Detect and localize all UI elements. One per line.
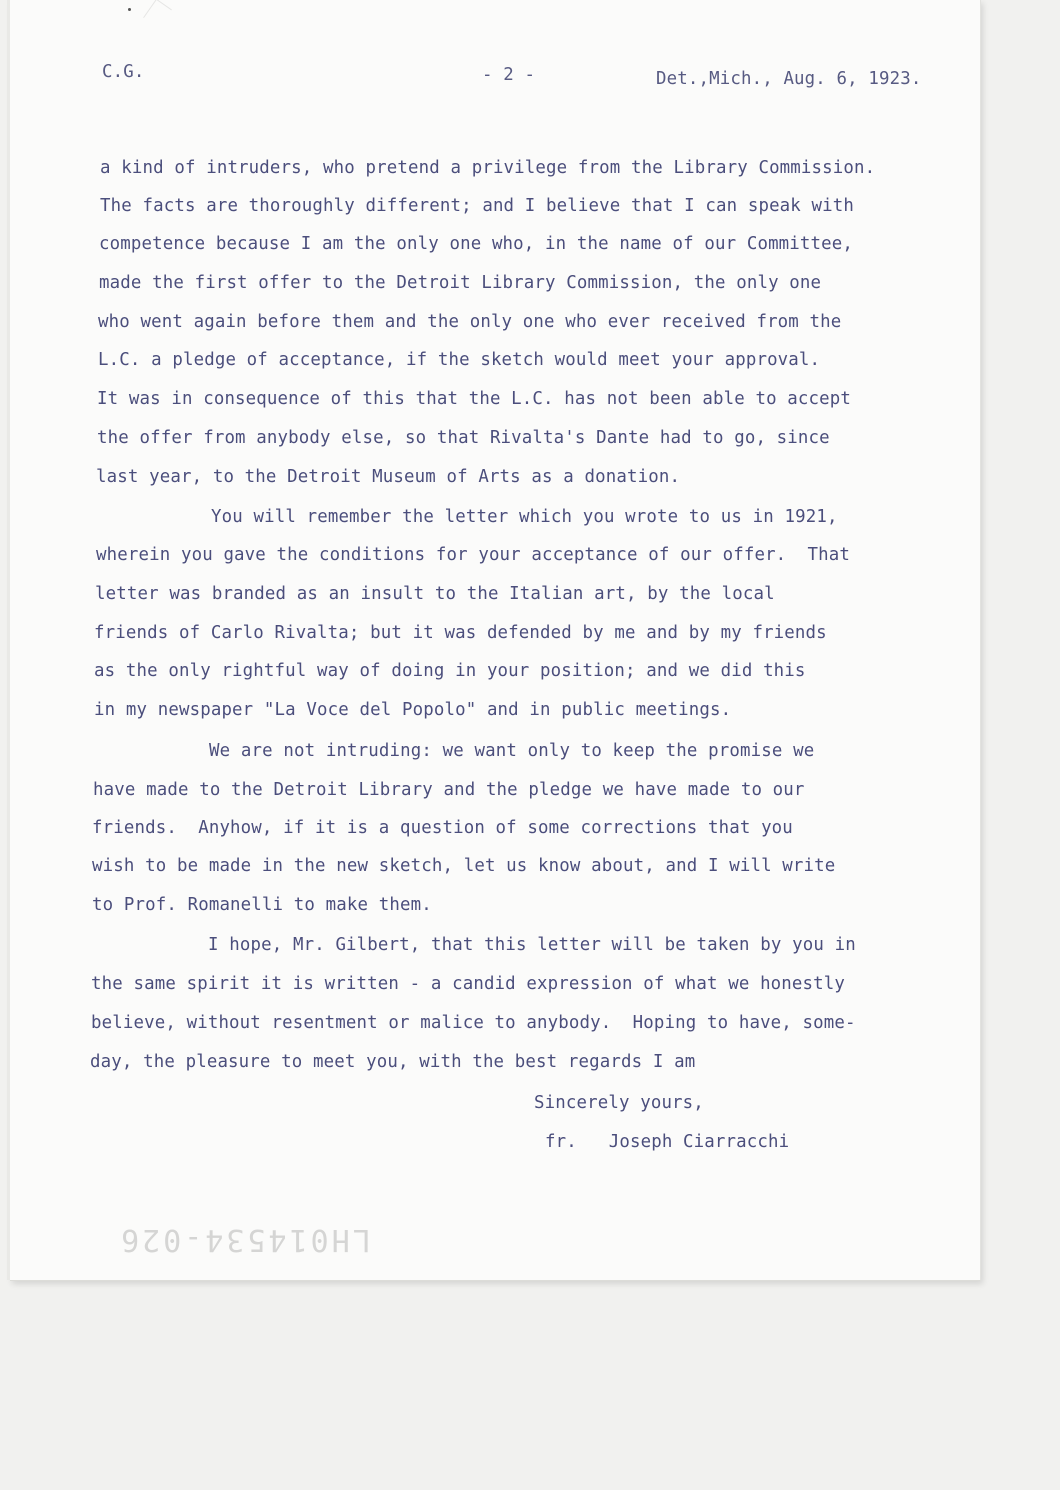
body-line: wherein you gave the conditions for your acceptance of our offer. That	[96, 545, 851, 565]
body-line: You will remember the letter which you wrote to us in 1921,	[211, 507, 838, 527]
ink-speck	[128, 8, 131, 11]
body-line: the offer from anybody else, so that Rivalta's Dante had to go, since	[97, 428, 830, 448]
body-line: The facts are thoroughly different; and I believe that I can speak with	[100, 196, 855, 216]
body-line: day, the pleasure to meet you, with the best regards I am	[90, 1052, 696, 1072]
paper-crease	[143, 0, 172, 28]
body-line: a kind of intruders, who pretend a privilege from the Library Commission.	[100, 158, 876, 178]
body-line: We are not intruding: we want only to keep the promise we	[209, 741, 815, 761]
body-line: the same spirit it is written - a candid expression of what we honestly	[91, 974, 846, 994]
letter-page	[10, 0, 981, 1281]
body-line: I hope, Mr. Gilbert, that this letter will be taken by you in	[208, 935, 856, 955]
body-line: made the first offer to the Detroit Library Commission, the only one	[99, 273, 822, 293]
body-line: as the only rightful way of doing in your position; and we did this	[94, 661, 806, 681]
body-line: L.C. a pledge of acceptance, if the sketch would meet your approval.	[98, 350, 821, 370]
archive-stamp: LH014534-026	[118, 1222, 371, 1257]
header-initials: C.G.	[102, 62, 145, 82]
header-page-number: - 2 -	[482, 65, 536, 85]
body-line: competence because I am the only one who, in the name of our Committee,	[99, 234, 854, 254]
body-line: friends of Carlo Rivalta; but it was defended by me and by my friends	[94, 623, 827, 643]
body-line: It was in consequence of this that the L.C. has not been able to accept	[97, 389, 852, 409]
closing-signature: fr. Joseph Ciarracchi	[545, 1132, 790, 1152]
header-place-date: Det.,Mich., Aug. 6, 1923.	[656, 69, 922, 89]
body-line: letter was branded as an insult to the Italian art, by the local	[95, 584, 775, 604]
body-line: wish to be made in the new sketch, let us know about, and I will write	[92, 856, 836, 876]
body-line: to Prof. Romanelli to make them.	[92, 895, 432, 915]
closing-salutation: Sincerely yours,	[534, 1093, 704, 1113]
body-line: have made to the Detroit Library and the pledge we have made to our	[93, 780, 805, 800]
body-line: friends. Anyhow, if it is a question of some corrections that you	[92, 818, 793, 838]
body-line: believe, without resentment or malice to anybody. Hoping to have, some-	[91, 1013, 856, 1033]
body-line: in my newspaper "La Voce del Popolo" and in public meetings.	[94, 700, 732, 720]
body-line: last year, to the Detroit Museum of Arts as a donation.	[96, 467, 681, 487]
body-line: who went again before them and the only one who ever received from the	[98, 312, 842, 332]
